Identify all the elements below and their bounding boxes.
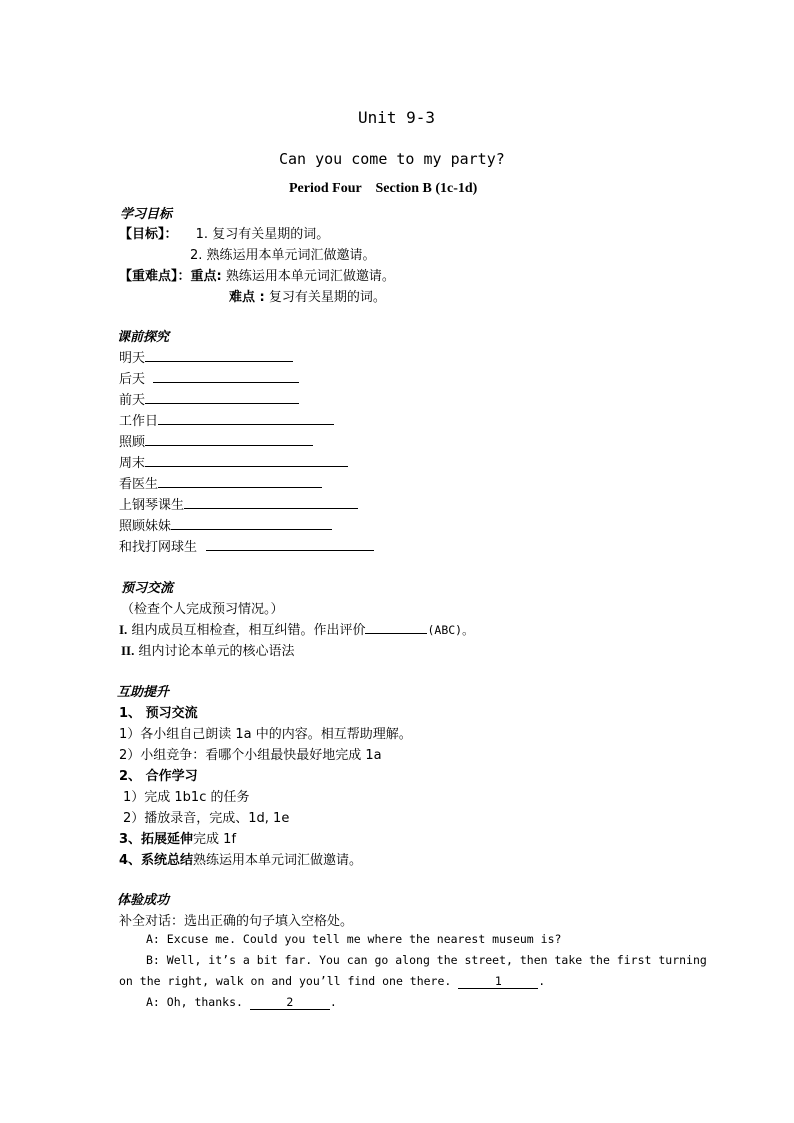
- answer-blank[interactable]: [171, 517, 332, 530]
- dialogue-blank-1[interactable]: [458, 975, 538, 989]
- exchange-note: （检查个人完成预习情况。）: [121, 602, 284, 617]
- mutual-section-1-item-1: 1）各小组自己朗读 1a 中的内容。相互帮助理解。: [119, 727, 412, 742]
- mutual-section-4: [119, 849, 362, 868]
- preview-item-label: 看医生: [119, 477, 159, 492]
- nandian-label: 难点 :: [229, 290, 265, 305]
- preview-item: [119, 431, 313, 450]
- success-instruction: 补全对话：选出正确的句子填入空格处。: [119, 914, 354, 929]
- exchange-item-i: [119, 619, 474, 638]
- mutual-section-3: [119, 828, 236, 847]
- blank-number: 2: [286, 995, 294, 1009]
- preview-item-label: 和找打网球生: [119, 540, 198, 555]
- answer-blank[interactable]: [145, 454, 348, 467]
- section-4-text: 熟练运用本单元词汇做邀请。: [193, 853, 363, 868]
- preview-item: [119, 347, 293, 366]
- preview-item-label: 照顾妹妹: [119, 519, 172, 534]
- section-3-title: 3、拓展延伸: [119, 832, 194, 847]
- preview-item: [119, 368, 299, 387]
- evaluation-blank[interactable]: [365, 621, 427, 634]
- difficulty-line: [229, 286, 386, 305]
- preview-item-label: 照顾: [119, 435, 146, 450]
- preview-item: [119, 536, 374, 555]
- preview-heading: 课前探究: [117, 330, 170, 345]
- answer-blank[interactable]: [184, 496, 358, 509]
- goals-label: 【目标】：: [119, 227, 178, 242]
- item-ii-text: 组内讨论本单元的核心语法: [138, 644, 295, 659]
- dialogue-line-4-text: A: Oh, thanks.: [146, 995, 243, 1009]
- dialogue-line-1: A: Excuse me. Could you tell me where the nearest museum is?: [146, 932, 562, 946]
- key-points-line: [119, 265, 395, 284]
- mutual-section-2-item-2: 2）播放录音，完成、1d, 1e: [123, 811, 290, 826]
- period-title: Period Four Section B (1c-1d): [289, 181, 478, 196]
- preview-item-label: 周末: [119, 456, 146, 471]
- item-i-suffix: (ABC)。: [427, 623, 474, 637]
- dialogue-line-3-text: on the right, walk on and you’ll find one there.: [119, 974, 452, 988]
- item-ii-label: II.: [121, 643, 135, 658]
- preview-item-label: 明天: [119, 351, 146, 366]
- zhongdian-text: 熟练运用本单元词汇做邀请。: [225, 269, 395, 284]
- answer-blank[interactable]: [158, 412, 334, 425]
- section-4-title: 4、系统总结: [119, 853, 194, 868]
- blank-number: 1: [494, 974, 502, 988]
- preview-item: [119, 473, 322, 492]
- answer-blank[interactable]: [206, 538, 374, 551]
- exchange-heading: 预习交流: [121, 581, 174, 596]
- item-i-text: 组内成员互相检查，相互纠错。作出评价: [131, 623, 366, 638]
- success-heading: 体验成功: [117, 893, 170, 908]
- key-label: 【重难点】：: [119, 269, 191, 284]
- item-i-label: I.: [119, 622, 128, 637]
- mutual-section-1-title: 1、 预习交流: [119, 706, 198, 721]
- mutual-section-2-title: 2、 合作学习: [119, 769, 198, 784]
- answer-blank[interactable]: [158, 475, 322, 488]
- preview-item-label: 上钢琴课生: [119, 498, 185, 513]
- section-3-text: 完成 1f: [193, 832, 237, 847]
- lesson-title: Can you come to my party?: [279, 150, 505, 168]
- answer-blank[interactable]: [145, 433, 313, 446]
- mutual-section-2-item-1: 1）完成 1b1c 的任务: [123, 790, 250, 805]
- goal-2: 2. 熟练运用本单元词汇做邀请。: [190, 248, 376, 263]
- exchange-item-ii: [121, 640, 295, 659]
- preview-item: [119, 410, 334, 429]
- zhongdian-label: 重点:: [190, 269, 222, 284]
- answer-blank[interactable]: [145, 349, 293, 362]
- preview-item-label: 工作日: [119, 414, 159, 429]
- dialogue-blank-2[interactable]: [250, 996, 330, 1010]
- goals-heading: 学习目标: [120, 207, 173, 222]
- unit-title: Unit 9-3: [358, 108, 436, 127]
- answer-blank[interactable]: [153, 370, 299, 383]
- preview-item: [119, 515, 332, 534]
- mutual-heading: 互助提升: [117, 685, 170, 700]
- goals-line-1: [119, 223, 329, 242]
- dialogue-line-3: on the right, walk on and you’ll find one there. 1 .: [119, 974, 546, 988]
- preview-item: [119, 452, 348, 471]
- preview-item-label: 前天: [119, 393, 146, 408]
- preview-item-label: 后天: [119, 372, 146, 387]
- nandian-text: 复习有关星期的词。: [268, 290, 386, 305]
- answer-blank[interactable]: [145, 391, 299, 404]
- preview-item: [119, 494, 358, 513]
- dialogue-line-4: A: Oh, thanks. 2 .: [146, 995, 337, 1009]
- mutual-section-1-item-2: 2）小组竞争：看哪个小组最快最好地完成 1a: [119, 748, 382, 763]
- goal-1: 1. 复习有关星期的词。: [195, 227, 330, 242]
- preview-item: [119, 389, 299, 408]
- dialogue-line-2: B: Well, it’s a bit far. You can go along the street, then take the first turning: [146, 953, 707, 967]
